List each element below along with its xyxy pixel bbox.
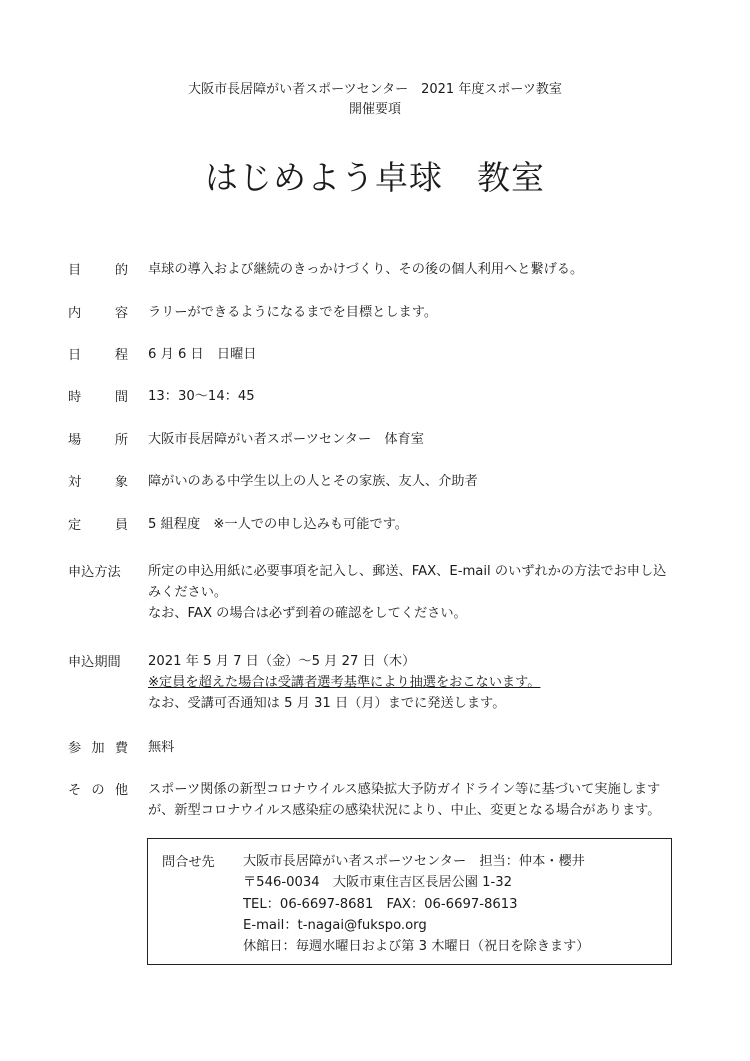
row-line: なお、FAX の場合は必ず到着の確認をしてください。	[148, 606, 467, 621]
row-content	[148, 651, 698, 714]
row-line: 無料	[148, 740, 175, 755]
row-content	[148, 561, 698, 624]
row-label	[68, 471, 128, 490]
row-content	[148, 429, 698, 450]
label-text: 日 程	[68, 348, 128, 363]
label-text: 内 容	[68, 306, 128, 321]
label-text: 参 加 費	[68, 741, 128, 756]
row-line: ラリーができるようになるまでを目標とします。	[148, 305, 438, 320]
contact-phone-fax: TEL：06-6697-8681 FAX：06-6697-8613	[243, 896, 518, 912]
page-title: はじめよう卓球 教室	[205, 158, 545, 197]
row-content	[148, 259, 698, 280]
row-label	[68, 651, 128, 670]
row-label	[68, 737, 128, 756]
contact-address: 〒546-0034 大阪市東住吉区長居公園 1-32	[243, 875, 513, 891]
row-label	[68, 779, 128, 798]
label-text: 場 所	[68, 433, 128, 448]
label-text: 対 象	[68, 475, 128, 490]
row-label	[68, 386, 128, 405]
row-content	[148, 779, 698, 821]
row-content	[148, 514, 698, 535]
row-label	[68, 259, 128, 278]
row-line: 5 組程度 ※一人での申し込みも可能です。	[148, 517, 408, 532]
row-line: 13：30～14：45	[148, 389, 255, 404]
row-line: なお、受講可否通知は 5 月 31 日（月）までに発送します。	[148, 696, 506, 711]
row-label	[68, 344, 128, 363]
organization-line: 大阪市長居障がい者スポーツセンター 2021 年度スポーツ教室	[188, 82, 562, 97]
row-content	[148, 737, 698, 758]
row-line: 大阪市長居障がい者スポーツセンター 体育室	[148, 432, 424, 447]
row-line: 6 月 6 日 日曜日	[148, 347, 257, 362]
label-text: 申込方法	[68, 565, 121, 580]
contact-organization: 大阪市長居障がい者スポーツセンター 担当：仲本・櫻井	[243, 854, 585, 869]
contact-closed-days: 休館日：毎週水曜日および第 3 木曜日（祝日を除きます）	[243, 939, 590, 955]
row-label	[68, 429, 128, 448]
contact-label: 問合せ先	[162, 855, 215, 870]
label-text: 申込期間	[68, 655, 121, 670]
lottery-notice: ※定員を超えた場合は受講者選考基準により抽選をおこないます。	[148, 675, 541, 690]
row-line: 2021 年 5 月 7 日（金）～5 月 27 日（木）	[148, 654, 416, 669]
contact-box	[147, 838, 672, 965]
row-line: みください。	[148, 585, 228, 600]
subtitle: 開催要項	[348, 102, 401, 117]
row-label	[68, 561, 128, 580]
label-text: 定 員	[68, 518, 128, 533]
row-line: が、新型コロナウイルス感染症の感染状況により、中止、変更となる場合があります。	[148, 803, 661, 818]
row-line: スポーツ関係の新型コロナウイルス感染拡大予防ガイドライン等に基づいて実施します	[148, 782, 661, 797]
contact-email: E-mail：t-nagai@fukspo.org	[243, 917, 427, 933]
row-line: 障がいのある中学生以上の人とその家族、友人、介助者	[148, 474, 478, 489]
row-content	[148, 471, 698, 492]
row-content	[148, 386, 698, 407]
row-line: 所定の申込用紙に必要事項を記入し、郵送、FAX、E-mail のいずれかの方法でお申し込	[148, 564, 667, 579]
label-text: 時 間	[68, 390, 128, 405]
row-content	[148, 344, 698, 365]
row-label	[68, 514, 128, 533]
row-label	[68, 302, 128, 321]
label-text: そ の 他	[68, 783, 128, 798]
row-content	[148, 302, 698, 323]
contact-lines	[243, 851, 589, 957]
row-line: 卓球の導入および継続のきっかけづくり、その後の個人利用へと繋げる。	[148, 262, 584, 277]
label-text: 目 的	[68, 263, 128, 278]
